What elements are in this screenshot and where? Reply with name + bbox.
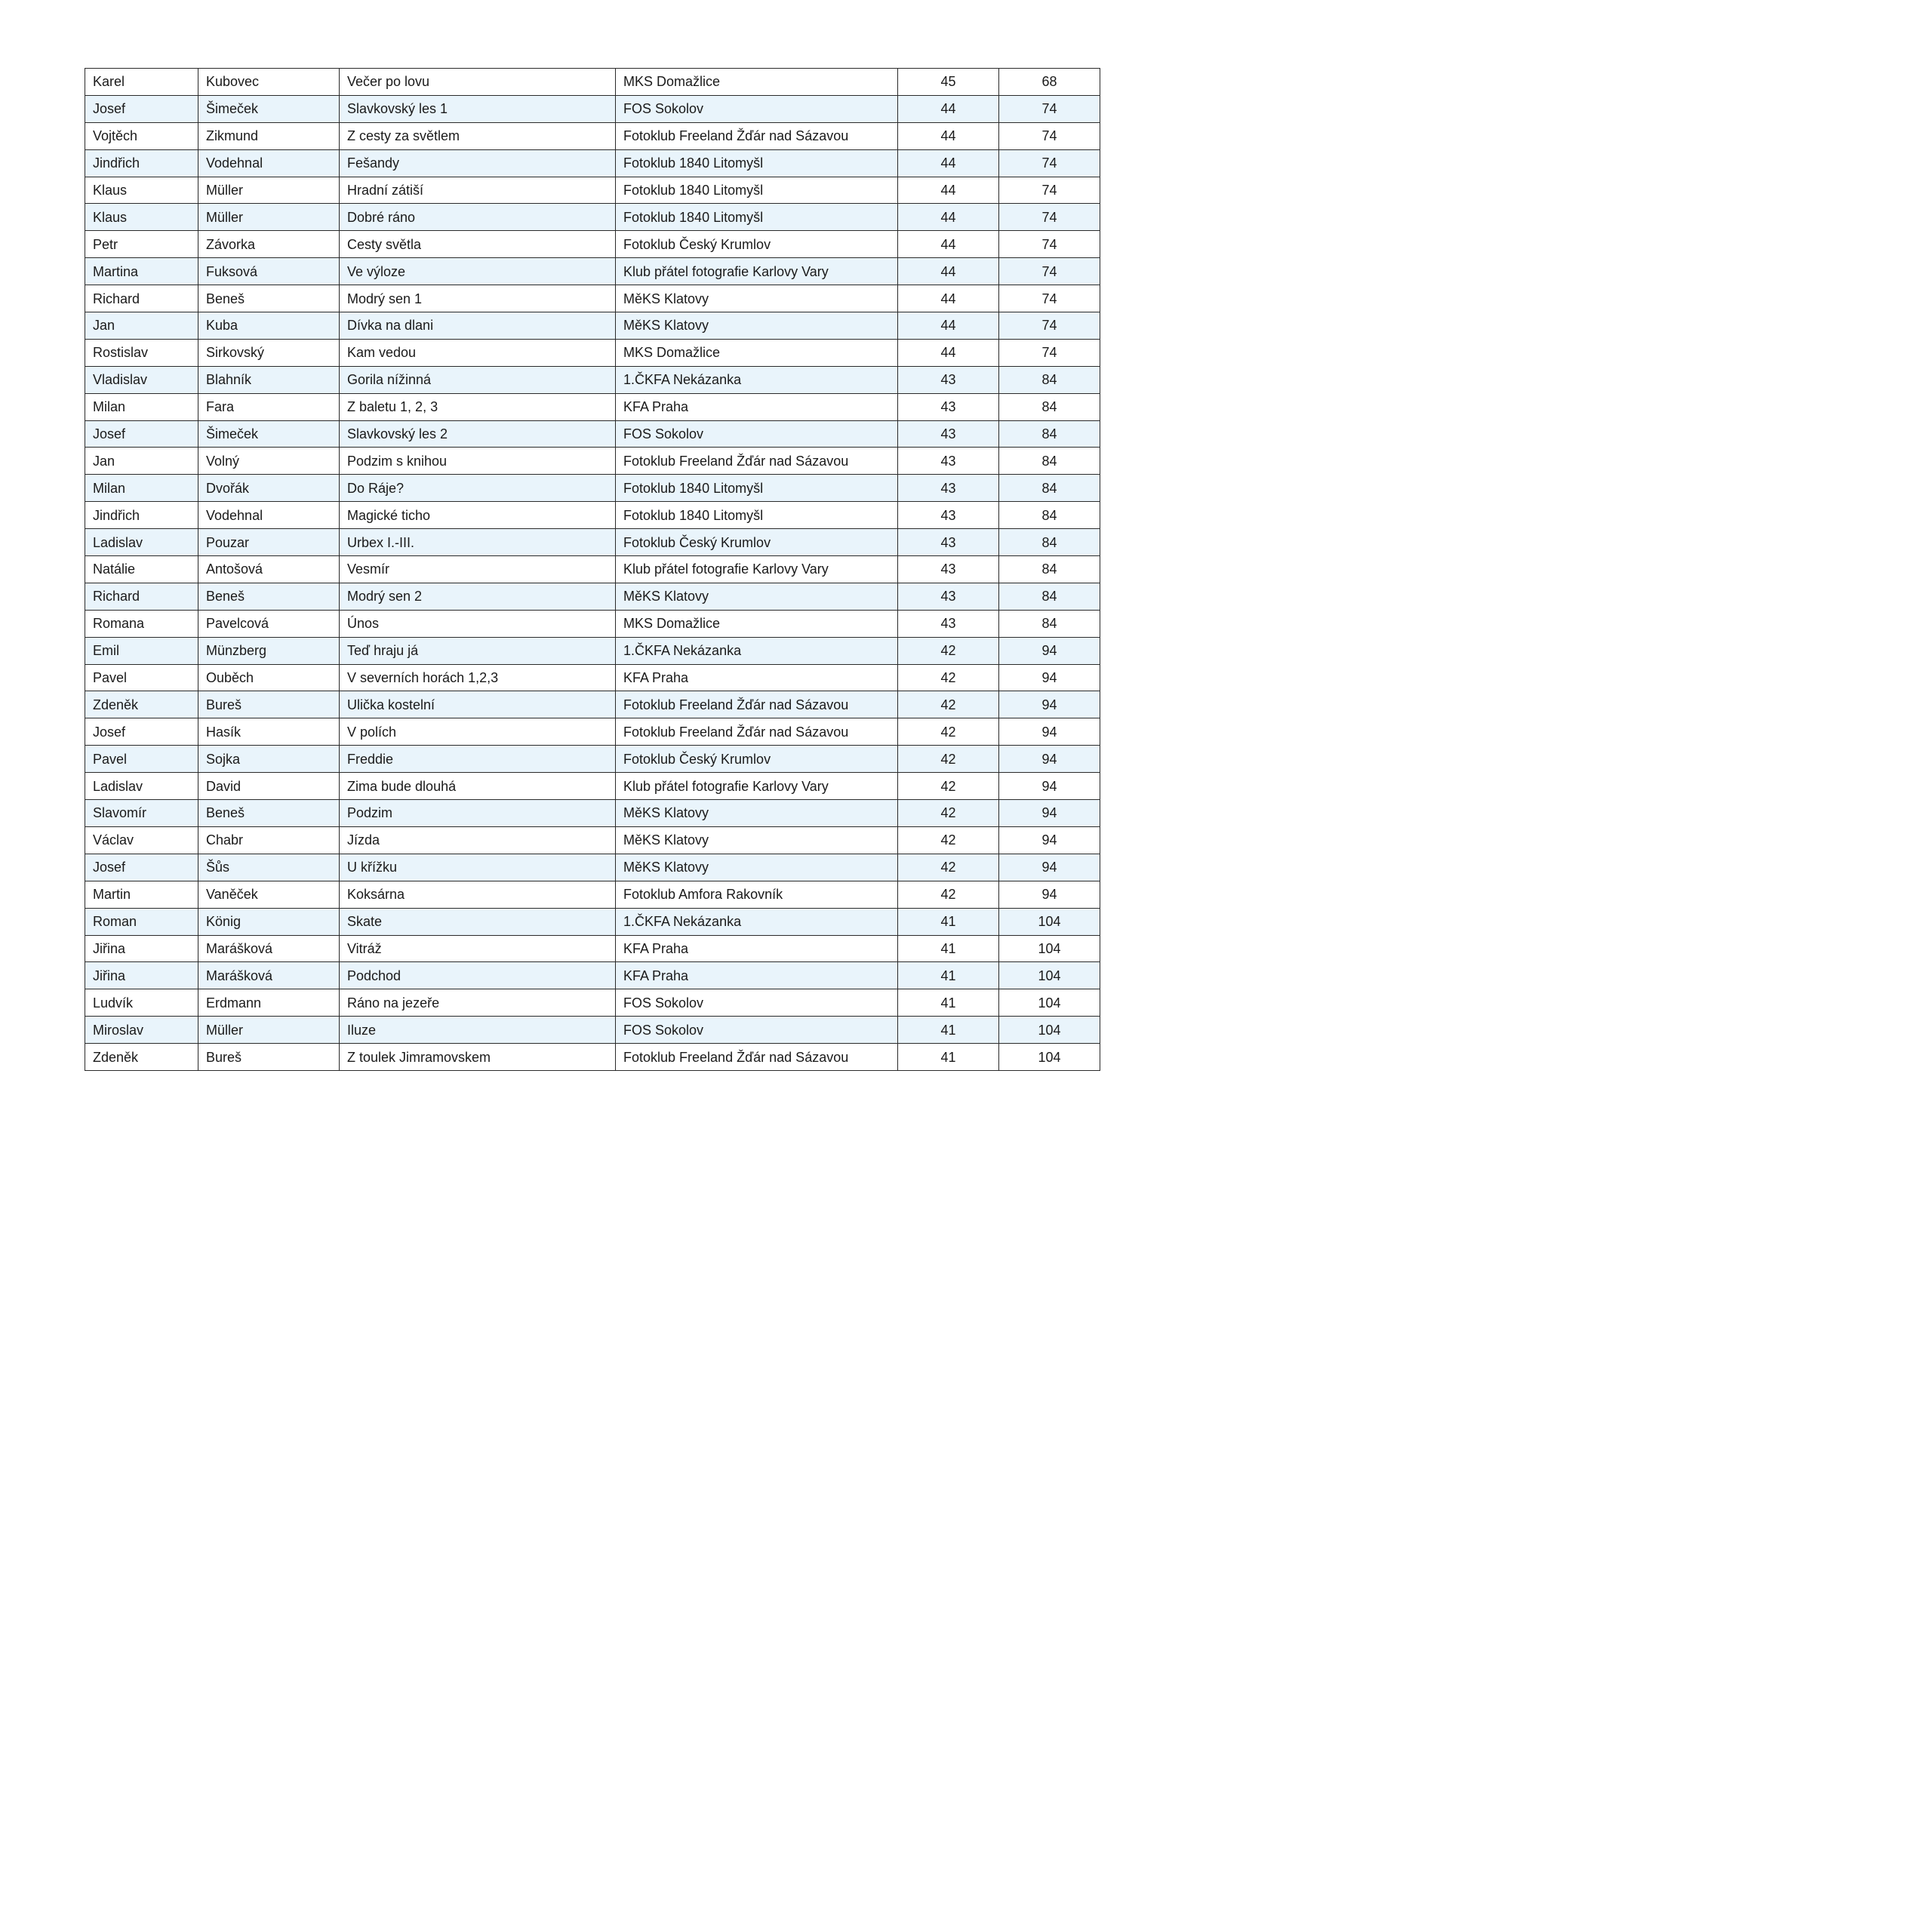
club-cell: MKS Domažlice: [616, 339, 898, 366]
club-cell: FOS Sokolov: [616, 95, 898, 122]
table-row: [85, 800, 1100, 827]
last-name-cell: Vodehnal: [198, 149, 340, 177]
photo-title-cell: Skate: [340, 908, 616, 935]
rank-cell: 74: [999, 149, 1100, 177]
rank-cell: 84: [999, 420, 1100, 448]
photo-title-cell: Slavkovský les 2: [340, 420, 616, 448]
photo-title-cell: Modrý sen 1: [340, 285, 616, 312]
score-cell: 41: [898, 1044, 999, 1071]
last-name-cell: Antošová: [198, 556, 340, 583]
rank-cell: 84: [999, 502, 1100, 529]
rank-cell: 68: [999, 69, 1100, 96]
table-row: [85, 95, 1100, 122]
table-row: [85, 177, 1100, 204]
score-cell: 43: [898, 583, 999, 610]
photo-title-cell: Ve výloze: [340, 258, 616, 285]
club-cell: MěKS Klatovy: [616, 285, 898, 312]
score-cell: 43: [898, 393, 999, 420]
last-name-cell: Volný: [198, 448, 340, 475]
last-name-cell: Hasík: [198, 718, 340, 746]
table-row: [85, 746, 1100, 773]
first-name-cell: Slavomír: [85, 800, 198, 827]
club-cell: KFA Praha: [616, 935, 898, 962]
club-cell: Fotoklub Český Krumlov: [616, 746, 898, 773]
table-row: [85, 962, 1100, 989]
score-cell: 42: [898, 637, 999, 664]
score-cell: 42: [898, 773, 999, 800]
club-cell: Fotoklub Freeland Žďár nad Sázavou: [616, 448, 898, 475]
rank-cell: 94: [999, 826, 1100, 854]
table-row: [85, 366, 1100, 393]
rank-cell: 94: [999, 881, 1100, 908]
results-table: [85, 68, 1100, 1071]
club-cell: Klub přátel fotografie Karlovy Vary: [616, 556, 898, 583]
first-name-cell: Miroslav: [85, 1017, 198, 1044]
rank-cell: 74: [999, 285, 1100, 312]
photo-title-cell: Vitráž: [340, 935, 616, 962]
club-cell: FOS Sokolov: [616, 1017, 898, 1044]
first-name-cell: Natálie: [85, 556, 198, 583]
table-row: [85, 556, 1100, 583]
first-name-cell: Vojtěch: [85, 122, 198, 149]
score-cell: 44: [898, 204, 999, 231]
photo-title-cell: Teď hraju já: [340, 637, 616, 664]
first-name-cell: Karel: [85, 69, 198, 96]
last-name-cell: Sirkovský: [198, 339, 340, 366]
rank-cell: 84: [999, 475, 1100, 502]
last-name-cell: Münzberg: [198, 637, 340, 664]
last-name-cell: König: [198, 908, 340, 935]
rank-cell: 94: [999, 800, 1100, 827]
last-name-cell: Beneš: [198, 583, 340, 610]
rank-cell: 84: [999, 529, 1100, 556]
table-row: [85, 258, 1100, 285]
photo-title-cell: Dívka na dlani: [340, 312, 616, 340]
club-cell: Fotoklub 1840 Litomyšl: [616, 475, 898, 502]
last-name-cell: Chabr: [198, 826, 340, 854]
rank-cell: 84: [999, 583, 1100, 610]
score-cell: 44: [898, 312, 999, 340]
table-row: [85, 285, 1100, 312]
photo-title-cell: Freddie: [340, 746, 616, 773]
rank-cell: 104: [999, 935, 1100, 962]
first-name-cell: Jan: [85, 312, 198, 340]
rank-cell: 104: [999, 989, 1100, 1017]
club-cell: Fotoklub Freeland Žďár nad Sázavou: [616, 718, 898, 746]
rank-cell: 74: [999, 177, 1100, 204]
rank-cell: 94: [999, 637, 1100, 664]
last-name-cell: Erdmann: [198, 989, 340, 1017]
first-name-cell: Josef: [85, 854, 198, 881]
first-name-cell: Zdeněk: [85, 1044, 198, 1071]
first-name-cell: Jindřich: [85, 502, 198, 529]
last-name-cell: Pouzar: [198, 529, 340, 556]
score-cell: 43: [898, 610, 999, 637]
rank-cell: 94: [999, 773, 1100, 800]
photo-title-cell: U křížku: [340, 854, 616, 881]
club-cell: Fotoklub 1840 Litomyšl: [616, 204, 898, 231]
club-cell: Fotoklub Freeland Žďár nad Sázavou: [616, 691, 898, 718]
photo-title-cell: Do Ráje?: [340, 475, 616, 502]
table-row: [85, 149, 1100, 177]
first-name-cell: Václav: [85, 826, 198, 854]
club-cell: Fotoklub Amfora Rakovník: [616, 881, 898, 908]
first-name-cell: Jiřina: [85, 935, 198, 962]
first-name-cell: Pavel: [85, 664, 198, 691]
table-row: [85, 420, 1100, 448]
rank-cell: 94: [999, 718, 1100, 746]
club-cell: Fotoklub 1840 Litomyšl: [616, 177, 898, 204]
club-cell: 1.ČKFA Nekázanka: [616, 908, 898, 935]
table-row: [85, 448, 1100, 475]
photo-title-cell: Magické ticho: [340, 502, 616, 529]
table-row: [85, 908, 1100, 935]
club-cell: MěKS Klatovy: [616, 312, 898, 340]
last-name-cell: Marášková: [198, 962, 340, 989]
score-cell: 41: [898, 935, 999, 962]
last-name-cell: Fara: [198, 393, 340, 420]
club-cell: 1.ČKFA Nekázanka: [616, 637, 898, 664]
last-name-cell: Bureš: [198, 1044, 340, 1071]
club-cell: MěKS Klatovy: [616, 826, 898, 854]
photo-title-cell: Slavkovský les 1: [340, 95, 616, 122]
last-name-cell: Vodehnal: [198, 502, 340, 529]
rank-cell: 74: [999, 204, 1100, 231]
last-name-cell: Blahník: [198, 366, 340, 393]
club-cell: FOS Sokolov: [616, 420, 898, 448]
score-cell: 42: [898, 854, 999, 881]
score-cell: 43: [898, 475, 999, 502]
score-cell: 44: [898, 149, 999, 177]
club-cell: Klub přátel fotografie Karlovy Vary: [616, 773, 898, 800]
score-cell: 42: [898, 826, 999, 854]
rank-cell: 94: [999, 746, 1100, 773]
last-name-cell: Šimeček: [198, 95, 340, 122]
last-name-cell: Beneš: [198, 285, 340, 312]
photo-title-cell: Jízda: [340, 826, 616, 854]
rank-cell: 84: [999, 393, 1100, 420]
table-row: [85, 691, 1100, 718]
first-name-cell: Josef: [85, 420, 198, 448]
first-name-cell: Jindřich: [85, 149, 198, 177]
club-cell: Klub přátel fotografie Karlovy Vary: [616, 258, 898, 285]
rank-cell: 94: [999, 664, 1100, 691]
table-row: [85, 339, 1100, 366]
table-row: [85, 122, 1100, 149]
club-cell: Fotoklub 1840 Litomyšl: [616, 502, 898, 529]
last-name-cell: Závorka: [198, 231, 340, 258]
table-row: [85, 935, 1100, 962]
photo-title-cell: Podzim: [340, 800, 616, 827]
score-cell: 42: [898, 746, 999, 773]
photo-title-cell: Modrý sen 2: [340, 583, 616, 610]
score-cell: 42: [898, 718, 999, 746]
score-cell: 45: [898, 69, 999, 96]
first-name-cell: Martin: [85, 881, 198, 908]
photo-title-cell: Ulička kostelní: [340, 691, 616, 718]
last-name-cell: Šůs: [198, 854, 340, 881]
table-row: [85, 312, 1100, 340]
first-name-cell: Emil: [85, 637, 198, 664]
table-row: [85, 204, 1100, 231]
rank-cell: 84: [999, 610, 1100, 637]
first-name-cell: Klaus: [85, 204, 198, 231]
first-name-cell: Josef: [85, 95, 198, 122]
club-cell: Fotoklub 1840 Litomyšl: [616, 149, 898, 177]
rank-cell: 74: [999, 339, 1100, 366]
table-row: [85, 475, 1100, 502]
club-cell: Fotoklub Český Krumlov: [616, 231, 898, 258]
last-name-cell: Šimeček: [198, 420, 340, 448]
photo-title-cell: Podzim s knihou: [340, 448, 616, 475]
photo-title-cell: Z cesty za světlem: [340, 122, 616, 149]
last-name-cell: Dvořák: [198, 475, 340, 502]
table-row: [85, 718, 1100, 746]
score-cell: 41: [898, 908, 999, 935]
table-row: [85, 529, 1100, 556]
club-cell: KFA Praha: [616, 664, 898, 691]
score-cell: 43: [898, 420, 999, 448]
club-cell: FOS Sokolov: [616, 989, 898, 1017]
club-cell: 1.ČKFA Nekázanka: [616, 366, 898, 393]
score-cell: 44: [898, 231, 999, 258]
table-row: [85, 583, 1100, 610]
score-cell: 44: [898, 95, 999, 122]
rank-cell: 74: [999, 231, 1100, 258]
rank-cell: 104: [999, 1044, 1100, 1071]
table-row: [85, 1044, 1100, 1071]
table-row: [85, 826, 1100, 854]
score-cell: 44: [898, 258, 999, 285]
first-name-cell: Ladislav: [85, 773, 198, 800]
rank-cell: 84: [999, 448, 1100, 475]
photo-title-cell: Ráno na jezeře: [340, 989, 616, 1017]
club-cell: Fotoklub Freeland Žďár nad Sázavou: [616, 1044, 898, 1071]
last-name-cell: Marášková: [198, 935, 340, 962]
last-name-cell: Müller: [198, 204, 340, 231]
score-cell: 44: [898, 339, 999, 366]
photo-title-cell: Podchod: [340, 962, 616, 989]
club-cell: KFA Praha: [616, 962, 898, 989]
score-cell: 44: [898, 177, 999, 204]
photo-title-cell: Fešandy: [340, 149, 616, 177]
photo-title-cell: Vesmír: [340, 556, 616, 583]
score-cell: 43: [898, 448, 999, 475]
club-cell: MěKS Klatovy: [616, 583, 898, 610]
last-name-cell: Sojka: [198, 746, 340, 773]
first-name-cell: Klaus: [85, 177, 198, 204]
table-row: [85, 989, 1100, 1017]
first-name-cell: Milan: [85, 393, 198, 420]
last-name-cell: David: [198, 773, 340, 800]
photo-title-cell: Iluze: [340, 1017, 616, 1044]
photo-title-cell: Z baletu 1, 2, 3: [340, 393, 616, 420]
last-name-cell: Müller: [198, 177, 340, 204]
rank-cell: 84: [999, 366, 1100, 393]
table-row: [85, 854, 1100, 881]
last-name-cell: Fuksová: [198, 258, 340, 285]
rank-cell: 74: [999, 95, 1100, 122]
score-cell: 43: [898, 529, 999, 556]
score-cell: 41: [898, 962, 999, 989]
table-row: [85, 393, 1100, 420]
first-name-cell: Josef: [85, 718, 198, 746]
score-cell: 43: [898, 556, 999, 583]
score-cell: 42: [898, 664, 999, 691]
club-cell: MěKS Klatovy: [616, 800, 898, 827]
last-name-cell: Pavelcová: [198, 610, 340, 637]
table-row: [85, 664, 1100, 691]
first-name-cell: Milan: [85, 475, 198, 502]
first-name-cell: Ludvík: [85, 989, 198, 1017]
rank-cell: 94: [999, 854, 1100, 881]
photo-title-cell: Cesty světla: [340, 231, 616, 258]
table-row: [85, 502, 1100, 529]
rank-cell: 104: [999, 908, 1100, 935]
rank-cell: 104: [999, 1017, 1100, 1044]
score-cell: 43: [898, 502, 999, 529]
photo-title-cell: Urbex I.-III.: [340, 529, 616, 556]
first-name-cell: Zdeněk: [85, 691, 198, 718]
rank-cell: 94: [999, 691, 1100, 718]
club-cell: MěKS Klatovy: [616, 854, 898, 881]
photo-title-cell: Dobré ráno: [340, 204, 616, 231]
last-name-cell: Beneš: [198, 800, 340, 827]
first-name-cell: Roman: [85, 908, 198, 935]
rank-cell: 74: [999, 312, 1100, 340]
photo-title-cell: Únos: [340, 610, 616, 637]
first-name-cell: Jiřina: [85, 962, 198, 989]
last-name-cell: Zikmund: [198, 122, 340, 149]
first-name-cell: Martina: [85, 258, 198, 285]
photo-title-cell: Večer po lovu: [340, 69, 616, 96]
table-row: [85, 69, 1100, 96]
photo-title-cell: Zima bude dlouhá: [340, 773, 616, 800]
club-cell: Fotoklub Freeland Žďár nad Sázavou: [616, 122, 898, 149]
first-name-cell: Ladislav: [85, 529, 198, 556]
first-name-cell: Richard: [85, 285, 198, 312]
club-cell: Fotoklub Český Krumlov: [616, 529, 898, 556]
score-cell: 41: [898, 989, 999, 1017]
table-body: [85, 69, 1100, 1071]
first-name-cell: Pavel: [85, 746, 198, 773]
last-name-cell: Ouběch: [198, 664, 340, 691]
last-name-cell: Kuba: [198, 312, 340, 340]
table-row: [85, 773, 1100, 800]
first-name-cell: Vladislav: [85, 366, 198, 393]
club-cell: MKS Domažlice: [616, 610, 898, 637]
table-row: [85, 1017, 1100, 1044]
rank-cell: 74: [999, 258, 1100, 285]
club-cell: KFA Praha: [616, 393, 898, 420]
score-cell: 43: [898, 366, 999, 393]
last-name-cell: Bureš: [198, 691, 340, 718]
photo-title-cell: V polích: [340, 718, 616, 746]
score-cell: 42: [898, 800, 999, 827]
score-cell: 44: [898, 285, 999, 312]
photo-title-cell: Gorila nížinná: [340, 366, 616, 393]
rank-cell: 74: [999, 122, 1100, 149]
photo-title-cell: V severních horách 1,2,3: [340, 664, 616, 691]
photo-title-cell: Z toulek Jimramovskem: [340, 1044, 616, 1071]
first-name-cell: Jan: [85, 448, 198, 475]
first-name-cell: Richard: [85, 583, 198, 610]
first-name-cell: Petr: [85, 231, 198, 258]
first-name-cell: Rostislav: [85, 339, 198, 366]
table-row: [85, 231, 1100, 258]
table-row: [85, 610, 1100, 637]
photo-title-cell: Kam vedou: [340, 339, 616, 366]
photo-title-cell: Koksárna: [340, 881, 616, 908]
score-cell: 41: [898, 1017, 999, 1044]
score-cell: 42: [898, 881, 999, 908]
score-cell: 42: [898, 691, 999, 718]
last-name-cell: Kubovec: [198, 69, 340, 96]
photo-title-cell: Hradní zátiší: [340, 177, 616, 204]
table-row: [85, 881, 1100, 908]
rank-cell: 104: [999, 962, 1100, 989]
score-cell: 44: [898, 122, 999, 149]
table-row: [85, 637, 1100, 664]
club-cell: MKS Domažlice: [616, 69, 898, 96]
last-name-cell: Vaněček: [198, 881, 340, 908]
last-name-cell: Müller: [198, 1017, 340, 1044]
first-name-cell: Romana: [85, 610, 198, 637]
rank-cell: 84: [999, 556, 1100, 583]
